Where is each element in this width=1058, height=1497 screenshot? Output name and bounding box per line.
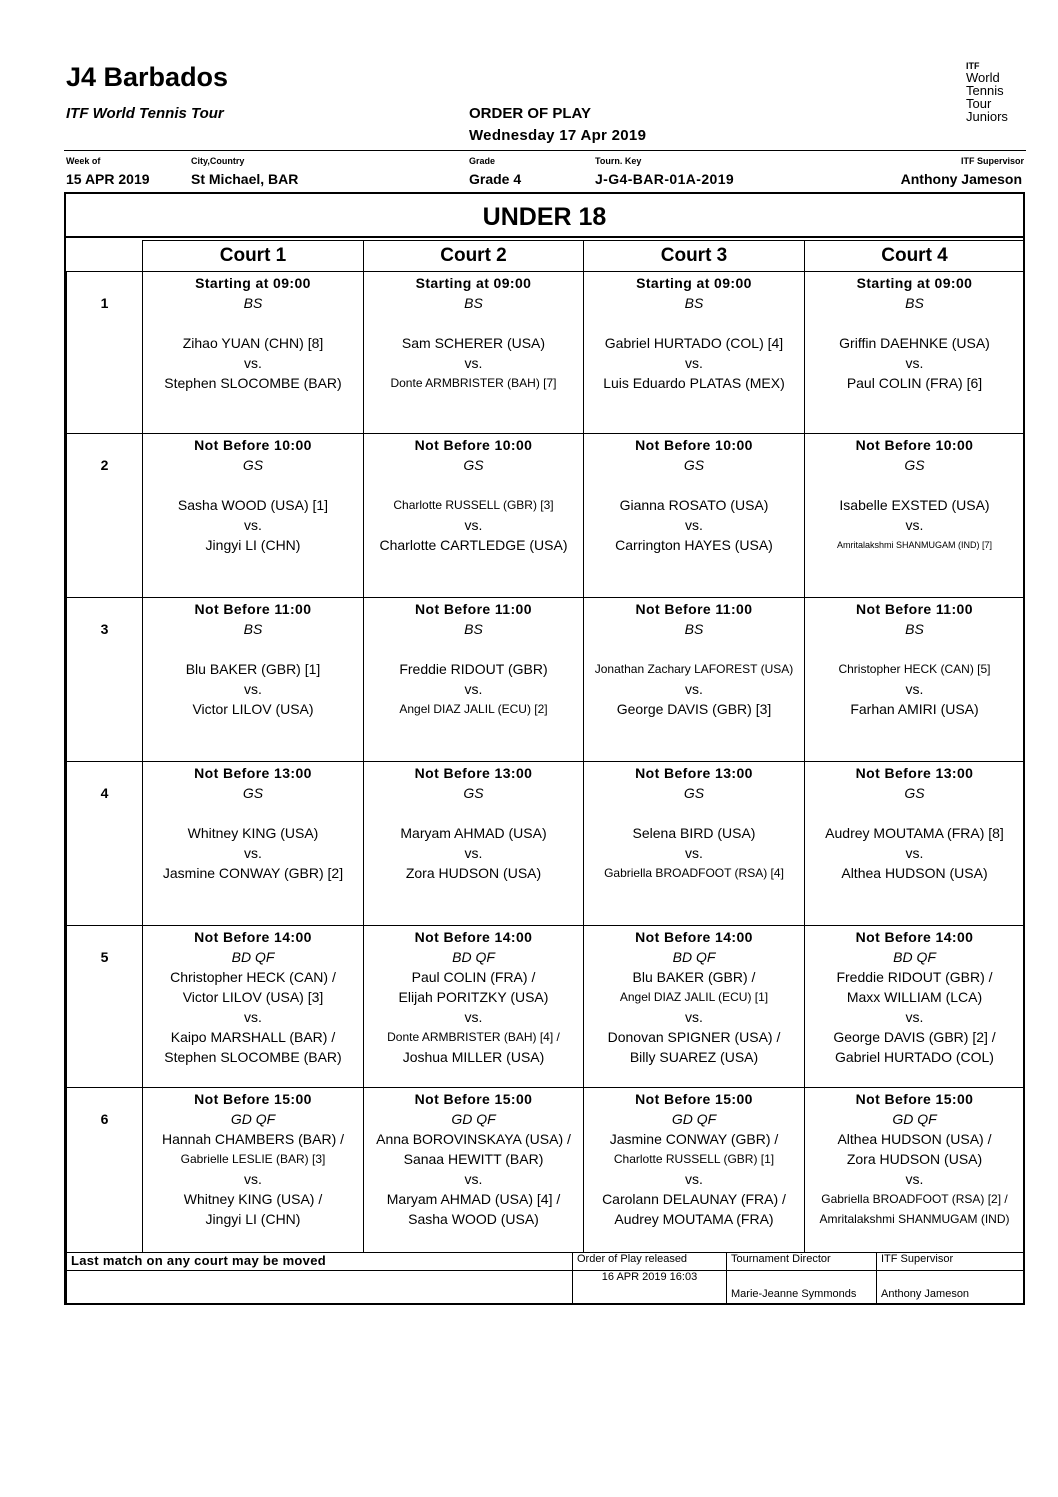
player-line: Jonathan Zachary LAFOREST (USA) (594, 662, 794, 676)
start-time: Not Before 13:00 (635, 765, 753, 781)
event-code: GS (904, 457, 925, 473)
order-row (67, 598, 1025, 762)
player-line: Amritalakshmi SHANMUGAM (IND) (819, 1212, 1010, 1226)
row-number: 6 (67, 1088, 143, 1253)
spacer (805, 639, 1024, 659)
row-number: 1 (67, 272, 143, 434)
player-line: Blu BAKER (GBR) / (632, 969, 756, 985)
player-line: Christopher HECK (CAN) / (170, 969, 336, 985)
player-line: Audrey MOUTAMA (FRA) (614, 1211, 774, 1227)
player-line: Anna BOROVINSKAYA (USA) / (376, 1131, 571, 1147)
versus-label: vs. (244, 355, 262, 371)
start-time: Not Before 14:00 (635, 929, 753, 945)
start-time: Not Before 13:00 (855, 765, 974, 781)
supervisor-footer-value: Anthony Jameson (877, 1271, 1025, 1305)
match-cell (364, 1088, 584, 1253)
logo-tennis-text: Tennis (966, 83, 1004, 98)
match-cell (143, 762, 364, 926)
order-row (67, 434, 1025, 598)
player-line: Gabriella BROADFOOT (RSA) [2] / (821, 1192, 1008, 1206)
versus-label: vs. (905, 681, 924, 697)
versus-label: vs. (685, 1171, 703, 1187)
event-code: GS (242, 457, 264, 473)
start-time: Not Before 10:00 (855, 437, 974, 453)
player-line: Victor LILOV (USA) [3] (182, 989, 324, 1005)
event-code: GS (683, 457, 705, 473)
city-label: City,Country (191, 156, 245, 166)
player-line: George DAVIS (GBR) [3] (616, 701, 772, 717)
player-line: Angel DIAZ JALIL (ECU) [1] (619, 990, 769, 1004)
match-cell (364, 598, 584, 762)
city-value: St Michael, BAR (191, 171, 299, 187)
versus-label: vs. (685, 1009, 703, 1025)
match-cell (143, 272, 364, 434)
event-code: GD QF (671, 1111, 717, 1127)
player-line: Charlotte RUSSELL (GBR) [3] (393, 498, 554, 512)
player-line: Zihao YUAN (CHN) [8] (182, 335, 324, 351)
spacer (143, 313, 363, 333)
spacer (584, 475, 804, 495)
event-code: BS (464, 295, 483, 311)
player-line: Gabriel HURTADO (COL) [4] (604, 335, 784, 351)
director-value: Marie-Jeanne Symmonds (727, 1271, 877, 1305)
logo-itf-text: ITF (966, 61, 980, 71)
versus-label: vs. (905, 845, 924, 861)
player-line: Freddie RIDOUT (GBR) (399, 661, 548, 677)
grade-label: Grade (469, 156, 496, 166)
player-line: Paul COLIN (FRA) [6] (846, 375, 983, 391)
player-line: Paul COLIN (FRA) / (411, 969, 536, 985)
corner-cell (67, 241, 143, 272)
match-cell (805, 1088, 1025, 1253)
match-cell (805, 272, 1025, 434)
player-line: Amritalakshmi SHANMUGAM (IND) [7] (836, 540, 992, 550)
event-code: BS (684, 295, 704, 311)
row-number: 4 (67, 762, 143, 926)
match-cell (805, 762, 1025, 926)
versus-label: vs. (685, 355, 703, 371)
spacer (364, 313, 583, 333)
row-number: 5 (67, 926, 143, 1088)
released-label: Order of Play released (573, 1253, 727, 1271)
match-cell (364, 434, 584, 598)
versus-label: vs. (464, 517, 483, 533)
tour-name: ITF World Tennis Tour (66, 105, 224, 122)
player-line: Donte ARMBRISTER (BAH) [4] / (387, 1030, 560, 1044)
player-line: Sasha WOOD (USA) [1] (177, 497, 329, 513)
versus-label: vs. (244, 845, 262, 861)
event-code: BD QF (231, 949, 275, 965)
versus-label: vs. (464, 1009, 483, 1025)
player-line: Freddie RIDOUT (GBR) / (836, 969, 993, 985)
match-cell (584, 1088, 805, 1253)
event-code: GS (904, 785, 925, 801)
court-header-row (67, 241, 1025, 272)
start-time: Not Before 15:00 (194, 1091, 312, 1107)
start-time: Starting at 09:00 (636, 275, 752, 291)
play-date: Wednesday 17 Apr 2019 (469, 127, 647, 144)
footer-blank-cell (67, 1271, 573, 1305)
logo-tour-text: Tour (966, 96, 992, 111)
player-line: Elijah PORITZKY (USA) (398, 989, 549, 1005)
spacer (584, 803, 804, 823)
start-time: Not Before 14:00 (414, 929, 533, 945)
match-cell (143, 1088, 364, 1253)
match-cell (584, 926, 805, 1088)
spacer (143, 639, 363, 659)
event-code: BD QF (452, 949, 495, 965)
player-line: Jingyi LI (CHN) (205, 1211, 301, 1227)
player-line: Luis Eduardo PLATAS (MEX) (603, 375, 785, 391)
match-cell (805, 434, 1025, 598)
match-cell (805, 598, 1025, 762)
versus-label: vs. (685, 845, 703, 861)
versus-label: vs. (905, 1009, 924, 1025)
match-cell (364, 762, 584, 926)
versus-label: vs. (244, 1009, 262, 1025)
itf-juniors-logo (966, 62, 1026, 128)
player-line: Stephen SLOCOMBE (BAR) (164, 1049, 342, 1065)
spacer (805, 803, 1024, 823)
tournament-title: J4 Barbados (66, 62, 229, 92)
player-line: Billy SUAREZ (USA) (629, 1049, 759, 1065)
player-line: Whitney KING (USA) (187, 825, 319, 841)
player-line: Charlotte RUSSELL (GBR) [1] (613, 1152, 775, 1166)
player-line: Gabrielle LESLIE (BAR) [3] (180, 1152, 326, 1166)
footer-table (66, 1252, 1025, 1305)
versus-label: vs. (244, 1171, 262, 1187)
start-time: Not Before 15:00 (855, 1091, 974, 1107)
spacer (143, 475, 363, 495)
start-time: Not Before 13:00 (414, 765, 533, 781)
row-number: 2 (67, 434, 143, 598)
event-code: BS (243, 295, 263, 311)
match-cell (364, 926, 584, 1088)
start-time: Starting at 09:00 (415, 275, 532, 291)
tournament-key-value: J-G4-BAR-01A-2019 (595, 171, 735, 187)
match-cell (364, 272, 584, 434)
event-code: GS (463, 785, 484, 801)
event-code: BS (684, 621, 704, 637)
player-line: Isabelle EXSTED (USA) (839, 497, 990, 513)
player-line: Sanaa HEWITT (BAR) (403, 1151, 544, 1167)
spacer (143, 803, 363, 823)
spacer (805, 313, 1024, 333)
event-code: GS (683, 785, 705, 801)
versus-label: vs. (464, 355, 483, 371)
versus-label: vs. (685, 517, 703, 533)
start-time: Not Before 11:00 (194, 601, 312, 617)
player-line: Zora HUDSON (USA) (846, 1151, 983, 1167)
grade-value: Grade 4 (469, 171, 522, 187)
event-code: GD QF (230, 1111, 276, 1127)
match-cell (143, 434, 364, 598)
week-value: 15 APR 2019 (66, 171, 150, 187)
player-line: Carolann DELAUNAY (FRA) / (602, 1191, 786, 1207)
order-row (67, 762, 1025, 926)
event-code: GD QF (892, 1111, 937, 1127)
start-time: Not Before 11:00 (856, 601, 973, 617)
player-line: Althea HUDSON (USA) (841, 865, 988, 881)
player-line: Griffin DAEHNKE (USA) (839, 335, 990, 351)
section-title: UNDER 18 (66, 194, 1023, 238)
match-cell (143, 926, 364, 1088)
versus-label: vs. (464, 845, 483, 861)
match-cell (584, 762, 805, 926)
match-cell (805, 926, 1025, 1088)
player-line: George DAVIS (GBR) [2] / (833, 1029, 996, 1045)
supervisor-value: Anthony Jameson (900, 171, 1022, 187)
player-line: Maryam AHMAD (USA) [4] / (386, 1191, 561, 1207)
player-line: Selena BIRD (USA) (632, 825, 756, 841)
event-code: GD QF (451, 1111, 496, 1127)
player-line: Donte ARMBRISTER (BAH) [7] (390, 376, 557, 390)
event-code: BS (243, 621, 263, 637)
court-4-header: Court 4 (805, 241, 1025, 272)
event-code: GS (242, 785, 264, 801)
start-time: Starting at 09:00 (856, 275, 973, 291)
spacer (364, 803, 583, 823)
start-time: Not Before 15:00 (414, 1091, 533, 1107)
logo-juniors-text: Juniors (966, 109, 1008, 124)
player-line: Sasha WOOD (USA) (408, 1211, 539, 1227)
director-label: Tournament Director (727, 1253, 877, 1271)
player-line: Stephen SLOCOMBE (BAR) (164, 375, 342, 391)
player-line: Jasmine CONWAY (GBR) / (609, 1131, 779, 1147)
versus-label: vs. (905, 355, 924, 371)
last-match-note: Last match on any court may be moved (67, 1253, 573, 1271)
event-code: BS (905, 295, 924, 311)
player-line: Jasmine CONWAY (GBR) [2] (162, 865, 344, 881)
player-line: Maxx WILLIAM (LCA) (846, 989, 983, 1005)
start-time: Not Before 10:00 (414, 437, 533, 453)
versus-label: vs. (685, 681, 703, 697)
player-line: Sam SCHERER (USA) (401, 335, 546, 351)
versus-label: vs. (464, 1171, 483, 1187)
start-time: Not Before 10:00 (194, 437, 312, 453)
match-cell (584, 598, 805, 762)
order-row (67, 926, 1025, 1088)
player-line: Maryam AHMAD (USA) (400, 825, 547, 841)
player-line: Victor LILOV (USA) (192, 701, 314, 717)
match-cell (143, 598, 364, 762)
court-2-header: Court 2 (364, 241, 584, 272)
player-line: Joshua MILLER (USA) (402, 1049, 545, 1065)
spacer (584, 639, 804, 659)
spacer (364, 639, 583, 659)
match-cell (584, 272, 805, 434)
start-time: Not Before 11:00 (635, 601, 753, 617)
week-label: Week of (66, 156, 101, 166)
spacer (584, 313, 804, 333)
supervisor-label: ITF Supervisor (960, 156, 1024, 166)
versus-label: vs. (464, 681, 483, 697)
versus-label: vs. (244, 681, 262, 697)
player-line: Kaipo MARSHALL (BAR) / (170, 1029, 336, 1045)
released-value: 16 APR 2019 16:03 (573, 1271, 727, 1305)
start-time: Not Before 14:00 (855, 929, 974, 945)
header-divider-top (64, 150, 1026, 151)
event-code: BS (464, 621, 483, 637)
order-row (67, 1088, 1025, 1253)
player-line: Hannah CHAMBERS (BAR) / (161, 1131, 345, 1147)
start-time: Not Before 11:00 (415, 601, 532, 617)
match-cell (584, 434, 805, 598)
versus-label: vs. (244, 517, 262, 533)
player-line: Gabriel HURTADO (COL) (835, 1049, 994, 1065)
row-number: 3 (67, 598, 143, 762)
player-line: Christopher HECK (CAN) [5] (838, 662, 991, 676)
spacer (805, 475, 1024, 495)
player-line: Farhan AMIRI (USA) (850, 701, 979, 717)
tournament-key-label: Tourn. Key (595, 156, 642, 166)
event-code: BD QF (893, 949, 936, 965)
logo-world-text: World (966, 70, 1000, 85)
court-3-header: Court 3 (584, 241, 805, 272)
player-line: Angel DIAZ JALIL (ECU) [2] (399, 702, 548, 716)
versus-label: vs. (905, 1171, 924, 1187)
player-line: Audrey MOUTAMA (FRA) [8] (825, 825, 1004, 841)
supervisor-footer-label: ITF Supervisor (877, 1253, 1025, 1271)
start-time: Not Before 14:00 (194, 929, 312, 945)
player-line: Jingyi LI (CHN) (205, 537, 301, 553)
versus-label: vs. (905, 517, 924, 533)
player-line: Althea HUDSON (USA) / (837, 1131, 992, 1147)
event-code: GS (463, 457, 484, 473)
schedule-table (66, 240, 1025, 1253)
schedule-body (67, 272, 1025, 1253)
court-1-header: Court 1 (143, 241, 364, 272)
player-line: Zora HUDSON (USA) (405, 865, 542, 881)
start-time: Not Before 10:00 (635, 437, 753, 453)
order-row (67, 272, 1025, 434)
player-line: Whitney KING (USA) / (183, 1191, 323, 1207)
player-line: Charlotte CARTLEDGE (USA) (379, 537, 568, 553)
player-line: Blu BAKER (GBR) [1] (185, 661, 321, 677)
player-line: Carrington HAYES (USA) (615, 537, 773, 553)
start-time: Not Before 13:00 (194, 765, 312, 781)
event-code: BD QF (672, 949, 716, 965)
event-code: BS (905, 621, 924, 637)
order-of-play-title: ORDER OF PLAY (469, 105, 591, 122)
spacer (364, 475, 583, 495)
player-line: Gianna ROSATO (USA) (619, 497, 769, 513)
player-line: Gabriella BROADFOOT (RSA) [4] (604, 866, 784, 880)
start-time: Not Before 15:00 (635, 1091, 753, 1107)
player-line: Donovan SPIGNER (USA) / (607, 1029, 781, 1045)
start-time: Starting at 09:00 (195, 275, 311, 291)
